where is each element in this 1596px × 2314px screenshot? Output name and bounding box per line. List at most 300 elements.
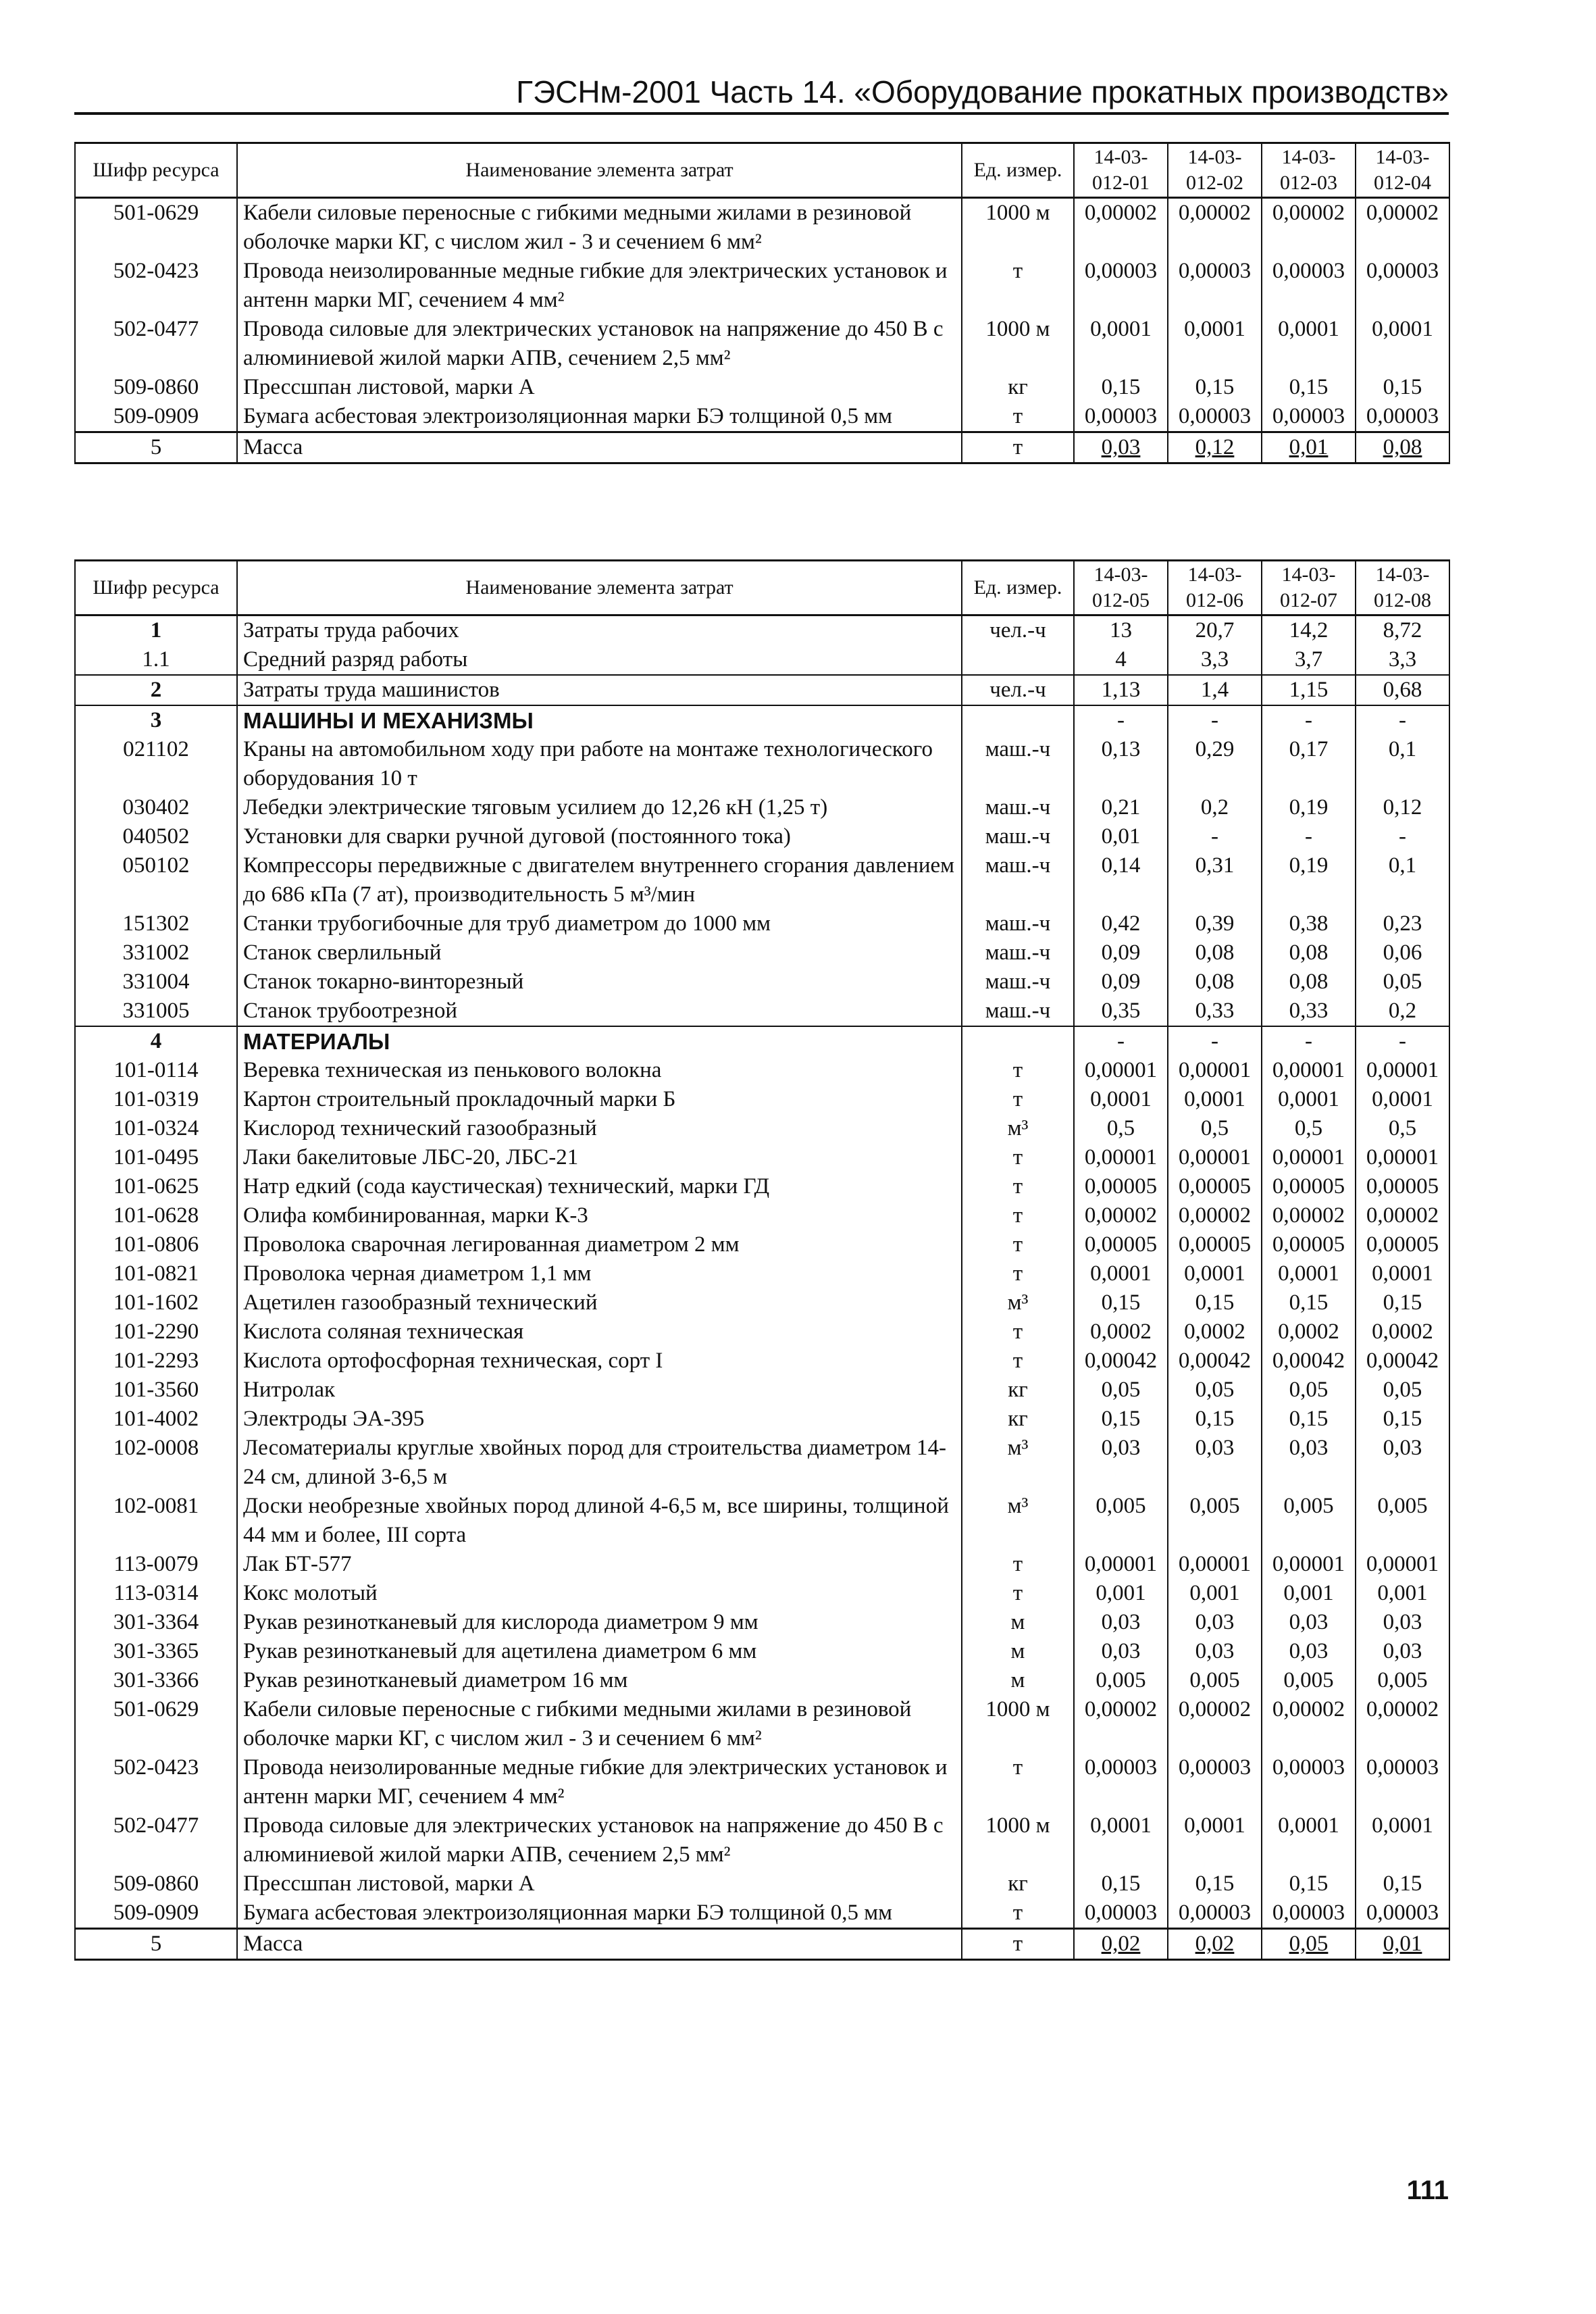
table-row: [75, 1114, 1449, 1143]
norm-value: 0,03: [1168, 1434, 1262, 1492]
total-row: [75, 1929, 1449, 1960]
norm-value: 0,03: [1168, 1637, 1262, 1666]
norm-value: 0,00003: [1356, 257, 1449, 315]
total-row: [75, 432, 1449, 463]
resource-code: 151302: [75, 909, 237, 938]
resource-unit: м³: [962, 1288, 1074, 1317]
resource-name: Станки трубогибочные для труб диаметром до 1000 мм: [237, 909, 962, 938]
resource-unit: т: [962, 1259, 1074, 1288]
resource-name: Кислота ортофосфорная техническая, сорт I: [237, 1347, 962, 1376]
norm-value: 0,00001: [1168, 1056, 1262, 1085]
table-row: [75, 1288, 1449, 1317]
norm-value: 0,35: [1074, 997, 1168, 1026]
norm-value: 0,29: [1168, 735, 1262, 793]
norm-value: 0,15: [1262, 373, 1356, 402]
resource-unit: т: [962, 1753, 1074, 1811]
norm-value: 0,19: [1262, 793, 1356, 822]
norm-value: 0,00001: [1356, 1056, 1449, 1085]
norm-value: 0,15: [1074, 1869, 1168, 1898]
norm-value: 0,15: [1168, 1405, 1262, 1434]
resource-code: 4: [75, 1026, 237, 1056]
resource-name: Картон строительный прокладочный марки Б: [237, 1085, 962, 1114]
resource-name: Ацетилен газообразный технический: [237, 1288, 962, 1317]
resource-name: Станок трубоотрезной: [237, 997, 962, 1026]
norm-value: 0,68: [1356, 675, 1449, 705]
norm-value: 0,00042: [1262, 1347, 1356, 1376]
resource-code: 501-0629: [75, 1695, 237, 1753]
table-header-row: [75, 143, 1449, 198]
resource-code: 101-0821: [75, 1259, 237, 1288]
col-header-norm-3: 14-03-012-03: [1262, 143, 1356, 198]
norm-value: -: [1168, 705, 1262, 735]
norm-value: 0,00002: [1168, 1201, 1262, 1230]
norm-value: 0,00001: [1074, 1143, 1168, 1172]
norm-value: 0,05: [1262, 1376, 1356, 1405]
norm-value: 0,00002: [1074, 1695, 1168, 1753]
resource-unit: маш.-ч: [962, 735, 1074, 793]
norm-value: 0,00003: [1262, 1898, 1356, 1929]
resource-code: 301-3365: [75, 1637, 237, 1666]
table-row: [75, 909, 1449, 938]
resource-code: 101-2290: [75, 1317, 237, 1347]
norm-value: -: [1262, 1026, 1356, 1056]
norm-value: 0,03: [1356, 1608, 1449, 1637]
resource-name: Затраты труда рабочих: [237, 615, 962, 646]
norm-value: 0,00003: [1168, 257, 1262, 315]
norm-value: 0,0002: [1074, 1317, 1168, 1347]
section-header-row: [75, 705, 1449, 735]
resource-unit: [962, 645, 1074, 675]
resource-code: 101-0114: [75, 1056, 237, 1085]
norm-value: 3,3: [1356, 645, 1449, 675]
norm-value: 0,001: [1356, 1579, 1449, 1608]
table-row: [75, 402, 1449, 432]
resource-unit: м³: [962, 1114, 1074, 1143]
resource-name: Прессшпан листовой, марки А: [237, 373, 962, 402]
resource-name: Установки для сварки ручной дуговой (постоянного тока): [237, 822, 962, 851]
table-header-row: [75, 561, 1449, 615]
resource-name: Доски необрезные хвойных пород длиной 4-6,5 м, все ширины, толщиной 44 мм и более, III сорта: [237, 1492, 962, 1550]
resource-name: Проволока сварочная легированная диаметром 2 мм: [237, 1230, 962, 1259]
table1-body: [75, 198, 1449, 463]
resource-name: Лесоматериалы круглые хвойных пород для строительства диаметром 14-24 см, длиной 3-6,5 м: [237, 1434, 962, 1492]
resource-unit: [962, 705, 1074, 735]
resource-code: 501-0629: [75, 198, 237, 257]
resource-name: Провода силовые для электрических установок на напряжение до 450 В с алюминиевой жилой марки АПВ, сечением 2,5 мм²: [237, 315, 962, 373]
resource-name: Нитролак: [237, 1376, 962, 1405]
table-row: [75, 938, 1449, 967]
resource-name: Олифа комбинированная, марки К-3: [237, 1201, 962, 1230]
resource-code: 502-0477: [75, 315, 237, 373]
resource-unit: м: [962, 1608, 1074, 1637]
resource-unit: т: [962, 432, 1074, 463]
section-header-row: [75, 1026, 1449, 1056]
norm-value: 0,05: [1168, 1376, 1262, 1405]
norm-value: 0,00005: [1356, 1230, 1449, 1259]
resource-code: 331005: [75, 997, 237, 1026]
resource-name: Бумага асбестовая электроизоляционная марки БЭ толщиной 0,5 мм: [237, 402, 962, 432]
norm-value: 0,00002: [1356, 198, 1449, 257]
resource-unit: т: [962, 1898, 1074, 1929]
norm-value: 0,03: [1262, 1608, 1356, 1637]
norm-value: 0,0001: [1356, 1259, 1449, 1288]
resource-code: 5: [75, 1929, 237, 1960]
resource-unit: чел.-ч: [962, 675, 1074, 705]
norm-value: 0,005: [1356, 1666, 1449, 1695]
col-header-code: Шифр ресурса: [75, 143, 237, 198]
resource-name: Станок сверлильный: [237, 938, 962, 967]
table-row: [75, 1550, 1449, 1579]
table-row: [75, 675, 1449, 705]
page-number: 111: [1406, 2175, 1449, 2205]
norm-value: 0,1: [1356, 851, 1449, 909]
norm-value: 0,00003: [1356, 1753, 1449, 1811]
norm-value: 0,00001: [1262, 1056, 1356, 1085]
norm-value: 0,01: [1356, 1929, 1449, 1960]
norm-value: 0,15: [1074, 373, 1168, 402]
norm-value: 0,00003: [1168, 402, 1262, 432]
table-row: [75, 257, 1449, 315]
resource-unit: кг: [962, 1869, 1074, 1898]
norm-value: -: [1356, 705, 1449, 735]
norm-value: -: [1356, 822, 1449, 851]
norm-value: 13: [1074, 615, 1168, 646]
resource-unit: маш.-ч: [962, 967, 1074, 997]
norm-value: 0,0001: [1262, 1085, 1356, 1114]
norm-value: 0,03: [1356, 1434, 1449, 1492]
table-row: [75, 1317, 1449, 1347]
resource-table-2: [74, 559, 1450, 1961]
resource-code: 101-0495: [75, 1143, 237, 1172]
table-row: [75, 373, 1449, 402]
col-header-unit: Ед. измер.: [962, 143, 1074, 198]
norm-value: 0,00042: [1074, 1347, 1168, 1376]
norm-value: 0,00001: [1168, 1550, 1262, 1579]
norm-value: 0,001: [1168, 1579, 1262, 1608]
norm-value: 4: [1074, 645, 1168, 675]
table-row: [75, 1347, 1449, 1376]
norm-value: 0,001: [1074, 1579, 1168, 1608]
norm-value: 0,00003: [1074, 257, 1168, 315]
resource-code: 1: [75, 615, 237, 646]
norm-value: 0,0001: [1262, 1811, 1356, 1869]
norm-value: 0,00002: [1262, 1695, 1356, 1753]
norm-value: 0,00003: [1074, 402, 1168, 432]
norm-value: -: [1262, 822, 1356, 851]
resource-name: Кислород технический газообразный: [237, 1114, 962, 1143]
table-row: [75, 1085, 1449, 1114]
resource-unit: 1000 м: [962, 198, 1074, 257]
norm-value: 0,01: [1262, 432, 1356, 463]
resource-unit: т: [962, 1230, 1074, 1259]
norm-value: 0,03: [1074, 432, 1168, 463]
norm-value: 0,005: [1168, 1666, 1262, 1695]
norm-value: 0,00003: [1074, 1898, 1168, 1929]
resource-code: 331004: [75, 967, 237, 997]
col-header-norm-2: 14-03-012-02: [1168, 143, 1262, 198]
norm-value: 0,08: [1168, 938, 1262, 967]
resource-unit: 1000 м: [962, 315, 1074, 373]
resource-unit: маш.-ч: [962, 997, 1074, 1026]
norm-value: 0,5: [1168, 1114, 1262, 1143]
norm-value: 0,00002: [1356, 1695, 1449, 1753]
norm-value: 0,0001: [1074, 315, 1168, 373]
norm-value: 0,00002: [1074, 1201, 1168, 1230]
resource-code: 101-4002: [75, 1405, 237, 1434]
resource-name: Средний разряд работы: [237, 645, 962, 675]
norm-value: 0,0002: [1262, 1317, 1356, 1347]
col-header-name: Наименование элемента затрат: [237, 143, 962, 198]
norm-value: 0,0001: [1262, 315, 1356, 373]
resource-unit: т: [962, 402, 1074, 432]
resource-code: 030402: [75, 793, 237, 822]
norm-value: 0,00003: [1356, 1898, 1449, 1929]
norm-value: 0,00005: [1074, 1172, 1168, 1201]
norm-value: 0,0001: [1262, 1259, 1356, 1288]
resource-code: 5: [75, 432, 237, 463]
norm-value: 0,00005: [1262, 1172, 1356, 1201]
table-row: [75, 1637, 1449, 1666]
norm-value: 0,00001: [1356, 1550, 1449, 1579]
table-row: [75, 1230, 1449, 1259]
table-row: [75, 1869, 1449, 1898]
resource-unit: т: [962, 1550, 1074, 1579]
header-rule: [74, 112, 1449, 115]
norm-value: 0,15: [1074, 1405, 1168, 1434]
norm-value: 0,00003: [1168, 1898, 1262, 1929]
norm-value: 0,15: [1262, 1869, 1356, 1898]
resource-unit: т: [962, 1929, 1074, 1960]
resource-name: Бумага асбестовая электроизоляционная марки БЭ толщиной 0,5 мм: [237, 1898, 962, 1929]
resource-name: Кокс молотый: [237, 1579, 962, 1608]
table-row: [75, 1608, 1449, 1637]
col-header-norm-4: 14-03-012-04: [1356, 143, 1449, 198]
resource-unit: т: [962, 1143, 1074, 1172]
norm-value: 0,00005: [1074, 1230, 1168, 1259]
norm-value: 0,5: [1074, 1114, 1168, 1143]
col-header-norm-5: 14-03-012-05: [1074, 561, 1168, 615]
resource-unit: т: [962, 1347, 1074, 1376]
norm-value: 0,0001: [1356, 315, 1449, 373]
norm-value: 0,00002: [1262, 198, 1356, 257]
norm-value: 0,23: [1356, 909, 1449, 938]
norm-value: 0,00042: [1168, 1347, 1262, 1376]
resource-unit: т: [962, 1172, 1074, 1201]
norm-value: 0,00001: [1074, 1056, 1168, 1085]
resource-code: 101-0628: [75, 1201, 237, 1230]
resource-name: Провода неизолированные медные гибкие для электрических установок и антенн марки МГ, сечением 4 мм²: [237, 1753, 962, 1811]
resource-code: 021102: [75, 735, 237, 793]
table-row: [75, 997, 1449, 1026]
resource-unit: м: [962, 1666, 1074, 1695]
norm-value: 0,00003: [1262, 402, 1356, 432]
norm-value: 0,0001: [1074, 1811, 1168, 1869]
norm-value: 0,15: [1356, 1405, 1449, 1434]
resource-code: 502-0423: [75, 1753, 237, 1811]
resource-name: Рукав резинотканевый для ацетилена диаметром 6 мм: [237, 1637, 962, 1666]
resource-code: 113-0314: [75, 1579, 237, 1608]
resource-name: Рукав резинотканевый для кислорода диаметром 9 мм: [237, 1608, 962, 1637]
resource-unit: м³: [962, 1434, 1074, 1492]
table-row: [75, 851, 1449, 909]
norm-value: -: [1168, 822, 1262, 851]
norm-value: 0,00042: [1356, 1347, 1449, 1376]
norm-value: 0,12: [1168, 432, 1262, 463]
norm-value: 0,15: [1168, 373, 1262, 402]
norm-value: 0,5: [1356, 1114, 1449, 1143]
norm-value: 0,00001: [1262, 1550, 1356, 1579]
norm-value: 0,12: [1356, 793, 1449, 822]
norm-value: -: [1074, 705, 1168, 735]
table-row: [75, 822, 1449, 851]
norm-value: 0,00003: [1262, 1753, 1356, 1811]
norm-value: 20,7: [1168, 615, 1262, 646]
resource-code: 102-0008: [75, 1434, 237, 1492]
norm-value: 0,05: [1356, 967, 1449, 997]
norm-value: 0,0001: [1074, 1085, 1168, 1114]
table-row: [75, 1143, 1449, 1172]
resource-code: 101-0625: [75, 1172, 237, 1201]
norm-value: 0,15: [1356, 1869, 1449, 1898]
resource-code: 101-0806: [75, 1230, 237, 1259]
table-row: [75, 645, 1449, 675]
norm-value: 0,03: [1074, 1608, 1168, 1637]
norm-value: 0,13: [1074, 735, 1168, 793]
norm-value: 0,00005: [1356, 1172, 1449, 1201]
norm-value: 0,03: [1262, 1637, 1356, 1666]
resource-name: Проволока черная диаметром 1,1 мм: [237, 1259, 962, 1288]
norm-value: 0,2: [1356, 997, 1449, 1026]
resource-name: Провода силовые для электрических установок на напряжение до 450 В с алюминиевой жилой марки АПВ, сечением 2,5 мм²: [237, 1811, 962, 1869]
resource-code: 331002: [75, 938, 237, 967]
resource-code: 502-0477: [75, 1811, 237, 1869]
table-row: [75, 1695, 1449, 1753]
norm-value: 0,08: [1168, 967, 1262, 997]
norm-value: -: [1168, 1026, 1262, 1056]
norm-value: 0,00005: [1168, 1230, 1262, 1259]
table2-body: [75, 615, 1449, 1960]
table-row: [75, 315, 1449, 373]
norm-value: 0,0001: [1356, 1085, 1449, 1114]
table-row: [75, 793, 1449, 822]
table-row: [75, 1579, 1449, 1608]
resource-code: 1.1: [75, 645, 237, 675]
norm-value: 0,00005: [1262, 1230, 1356, 1259]
resource-code: 101-0324: [75, 1114, 237, 1143]
resource-name: Электроды ЭА-395: [237, 1405, 962, 1434]
norm-value: 0,005: [1262, 1492, 1356, 1550]
norm-value: 0,0001: [1168, 1085, 1262, 1114]
norm-value: 0,1: [1356, 735, 1449, 793]
resource-code: 509-0860: [75, 373, 237, 402]
norm-value: 0,005: [1074, 1492, 1168, 1550]
norm-value: 0,00005: [1168, 1172, 1262, 1201]
resource-code: 502-0423: [75, 257, 237, 315]
norm-value: 0,2: [1168, 793, 1262, 822]
table-row: [75, 1172, 1449, 1201]
norm-value: -: [1356, 1026, 1449, 1056]
norm-value: 0,15: [1262, 1288, 1356, 1317]
resource-code: 101-2293: [75, 1347, 237, 1376]
norm-value: 0,09: [1074, 938, 1168, 967]
resource-unit: м³: [962, 1492, 1074, 1550]
norm-value: 0,08: [1356, 432, 1449, 463]
resource-unit: т: [962, 1579, 1074, 1608]
norm-value: 0,05: [1262, 1929, 1356, 1960]
resource-name: Натр едкий (сода каустическая) технический, марки ГД: [237, 1172, 962, 1201]
norm-value: 0,02: [1074, 1929, 1168, 1960]
resource-unit: т: [962, 1085, 1074, 1114]
resource-unit: маш.-ч: [962, 851, 1074, 909]
norm-value: 0,001: [1262, 1579, 1356, 1608]
norm-value: 0,05: [1074, 1376, 1168, 1405]
norm-value: 0,00001: [1168, 1143, 1262, 1172]
norm-value: 0,00002: [1356, 1201, 1449, 1230]
norm-value: 0,33: [1262, 997, 1356, 1026]
norm-value: 0,06: [1356, 938, 1449, 967]
col-header-norm-7: 14-03-012-07: [1262, 561, 1356, 615]
norm-value: 0,39: [1168, 909, 1262, 938]
resource-unit: кг: [962, 1405, 1074, 1434]
resource-name: Масса: [237, 432, 962, 463]
table-row: [75, 1056, 1449, 1085]
norm-value: 0,0001: [1074, 1259, 1168, 1288]
norm-value: 0,00002: [1168, 1695, 1262, 1753]
resource-unit: т: [962, 1201, 1074, 1230]
resource-unit: чел.-ч: [962, 615, 1074, 646]
resource-unit: [962, 1026, 1074, 1056]
norm-value: 1,13: [1074, 675, 1168, 705]
norm-value: 0,00001: [1356, 1143, 1449, 1172]
norm-value: 0,005: [1356, 1492, 1449, 1550]
norm-value: 0,42: [1074, 909, 1168, 938]
norm-value: 0,00003: [1356, 402, 1449, 432]
col-header-norm-1: 14-03-012-01: [1074, 143, 1168, 198]
resource-name: МАШИНЫ И МЕХАНИЗМЫ: [237, 705, 962, 735]
resource-unit: 1000 м: [962, 1695, 1074, 1753]
norm-value: 0,0002: [1356, 1317, 1449, 1347]
resource-code: 509-0909: [75, 402, 237, 432]
resource-name: Лебедки электрические тяговым усилием до 12,26 кН (1,25 т): [237, 793, 962, 822]
table-row: [75, 1492, 1449, 1550]
norm-value: 0,15: [1356, 373, 1449, 402]
norm-value: 0,03: [1262, 1434, 1356, 1492]
norm-value: 0,05: [1356, 1376, 1449, 1405]
resource-code: 050102: [75, 851, 237, 909]
norm-value: 0,21: [1074, 793, 1168, 822]
resource-unit: маш.-ч: [962, 793, 1074, 822]
resource-name: Лак БТ-577: [237, 1550, 962, 1579]
norm-value: 0,00002: [1262, 1201, 1356, 1230]
norm-value: 0,33: [1168, 997, 1262, 1026]
resource-name: Лаки бакелитовые ЛБС-20, ЛБС-21: [237, 1143, 962, 1172]
norm-value: 0,15: [1356, 1288, 1449, 1317]
resource-name: Кислота соляная техническая: [237, 1317, 962, 1347]
col-header-norm-8: 14-03-012-08: [1356, 561, 1449, 615]
table-row: [75, 1405, 1449, 1434]
norm-value: 1,4: [1168, 675, 1262, 705]
resource-code: 509-0860: [75, 1869, 237, 1898]
resource-unit: м: [962, 1637, 1074, 1666]
resource-name: Кабели силовые переносные с гибкими медными жилами в резиновой оболочке марки КГ, с числом жил - 3 и сечением 6 мм²: [237, 1695, 962, 1753]
resource-name: Затраты труда машинистов: [237, 675, 962, 705]
resource-name: Провода неизолированные медные гибкие для электрических установок и антенн марки МГ, сечением 4 мм²: [237, 257, 962, 315]
norm-value: -: [1262, 705, 1356, 735]
resource-code: 509-0909: [75, 1898, 237, 1929]
resource-code: 101-1602: [75, 1288, 237, 1317]
norm-value: 0,15: [1262, 1405, 1356, 1434]
norm-value: -: [1074, 1026, 1168, 1056]
